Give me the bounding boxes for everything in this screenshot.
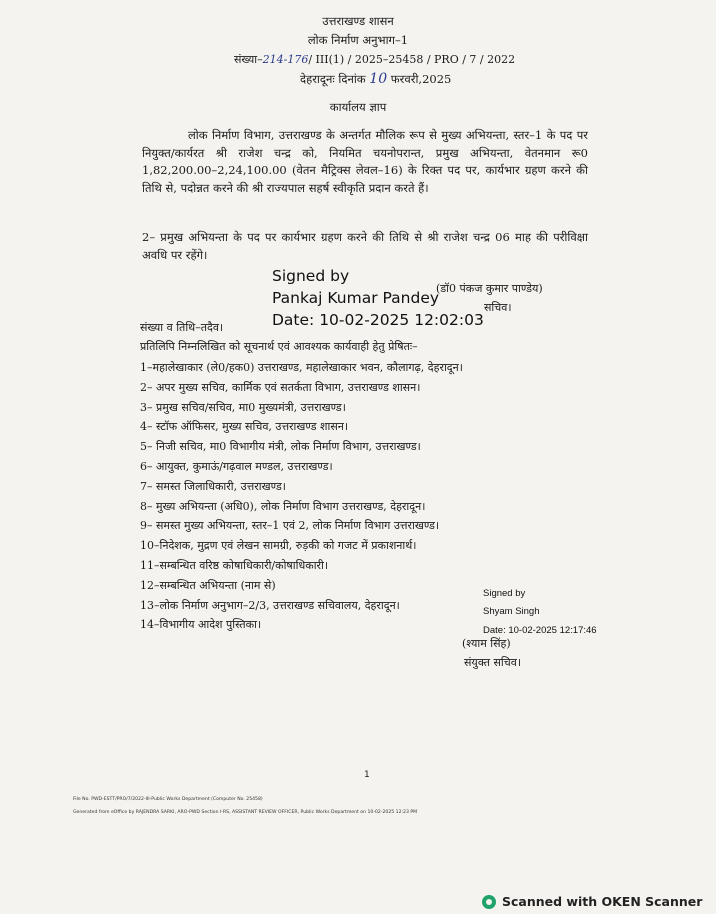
list-item: 11–सम्बन्धित वरिष्ठ कोषाधिकारी/कोषाधिकारी। <box>140 559 329 572</box>
list-item: 8– मुख्य अभियन्ता (अधि0), लोक निर्माण विभाग उत्तराखण्ड, देहरादून। <box>140 500 426 513</box>
signatory-2-designation: संयुक्त सचिव। <box>464 656 522 669</box>
list-item: 12–सम्बन्धित अभियन्ता (नाम से) <box>140 579 276 592</box>
signatory-1-designation: सचिव। <box>484 301 512 314</box>
scanner-logo-icon <box>482 895 496 909</box>
signatory-2-name: (श्याम सिंह) <box>462 637 511 650</box>
signatory-1-name: (डॉ0 पंकज कुमार पाण्डेय) <box>436 282 543 295</box>
footer-generated-by: Generated from eOffice by RAJENDRA SARKI, ARO-PWD Section I-RS, ASSISTANT REVIEW OFFICER, Public Works Department on 10-02-2025 12:23 PM <box>73 810 418 815</box>
header-section: लोक निर्माण अनुभाग–1 <box>307 33 409 47</box>
footer-file-number: File No. PWD-ESTT/PRO/7/2022-III-Public Works Department (Computer No. 25458) <box>73 797 263 802</box>
place-date-suffix: फरवरी,2025 <box>390 72 452 86</box>
digital-signature-1-name: Pankaj Kumar Pandey <box>272 289 440 307</box>
copy-reference: संख्या व तिथि–तदैव। <box>140 321 224 334</box>
digital-signature-2-name: Shyam Singh <box>483 606 540 617</box>
place-date <box>300 71 451 87</box>
scanner-watermark <box>482 894 702 909</box>
document-type: कार्यालय ज्ञाप <box>329 100 387 114</box>
body-paragraph-1: लोक निर्माण विभाग, उत्तराखण्ड के अन्तर्गत मौलिक रूप से मुख्य अभियन्ता, स्तर–1 के पद पर नियुक्त/कार्यरत श्री राजेश चन्द्र को, नियमित चयनोपरान्त, प्रमुख अभियन्ता, वेतनमान रू0 1,82,200.00–2,24,100.00 (वेतन मैट्रिक्स लेवल–16) के रिक्त पद पर, कार्यभार ग्रहण करने की तिथि से, पदोन्नत करने की श्री राज्यपाल सहर्ष स्वीकृति प्रदान करते हैं। <box>142 128 588 195</box>
digital-signature-1-label: Signed by <box>272 267 350 285</box>
reference-suffix: / III(1) / 2025–25458 / PRO / 7 / 2022 <box>308 53 516 66</box>
body-paragraph-2: 2– प्रमुख अभियन्ता के पद पर कार्यभार ग्रहण करने की तिथि से श्री राजेश चन्द्र 06 माह की परीविक्षा अवधि पर रहेंगे। <box>142 230 588 262</box>
place-date-prefix: देहरादूनः दिनांक <box>300 72 366 86</box>
header-government: उत्तराखण्ड शासन <box>322 14 394 28</box>
copy-intro: प्रतिलिपि निम्नलिखित को सूचनार्थ एवं आवश्यक कार्यवाही हेतु प्रेषितः– <box>140 340 418 353</box>
digital-signature-2-date: Date: 10-02-2025 12:17:46 <box>483 625 597 636</box>
list-item: 1–महालेखाकार (ले0/हक0) उत्तराखण्ड, महालेखाकार भवन, कौलागढ़, देहरादून। <box>140 361 463 374</box>
reference-number <box>234 52 515 67</box>
list-item: 6– आयुक्त, कुमाऊं/गढ़वाल मण्डल, उत्तराखण्ड। <box>140 460 333 473</box>
list-item: 14–विभागीय आदेश पुस्तिका। <box>140 618 262 631</box>
reference-prefix: संख्या– <box>234 53 263 66</box>
list-item: 4– स्टॉफ ऑफिसर, मुख्य सचिव, उत्तराखण्ड शासन। <box>140 420 349 433</box>
scanner-watermark-text: Scanned with OKEN Scanner <box>502 894 703 909</box>
reference-handwritten: 214-176 <box>262 53 309 66</box>
list-item: 13–लोक निर्माण अनुभाग–2/3, उत्तराखण्ड सचिवालय, देहरादून। <box>140 599 400 612</box>
page-number: 1 <box>364 770 370 780</box>
list-item: 5– निजी सचिव, मा0 विभागीय मंत्री, लोक निर्माण विभाग, उत्तराखण्ड। <box>140 440 421 453</box>
list-item: 3– प्रमुख सचिव/सचिव, मा0 मुख्यमंत्री, उत्तराखण्ड। <box>140 401 346 414</box>
digital-signature-2-label: Signed by <box>483 588 526 599</box>
day-handwritten: 10 <box>369 71 388 87</box>
list-item: 9– समस्त मुख्य अभियन्ता, स्तर–1 एवं 2, लोक निर्माण विभाग उत्तराखण्ड। <box>140 519 440 532</box>
list-item: 10–निदेशक, मुद्रण एवं लेखन सामग्री, रुड़की को गजट में प्रकाशनार्थ। <box>140 539 417 552</box>
digital-signature-1-date: Date: 10-02-2025 12:02:03 <box>272 311 484 329</box>
list-item: 7– समस्त जिलाधिकारी, उत्तराखण्ड। <box>140 480 286 493</box>
list-item: 2– अपर मुख्य सचिव, कार्मिक एवं सतर्कता विभाग, उत्तराखण्ड शासन। <box>140 381 421 394</box>
